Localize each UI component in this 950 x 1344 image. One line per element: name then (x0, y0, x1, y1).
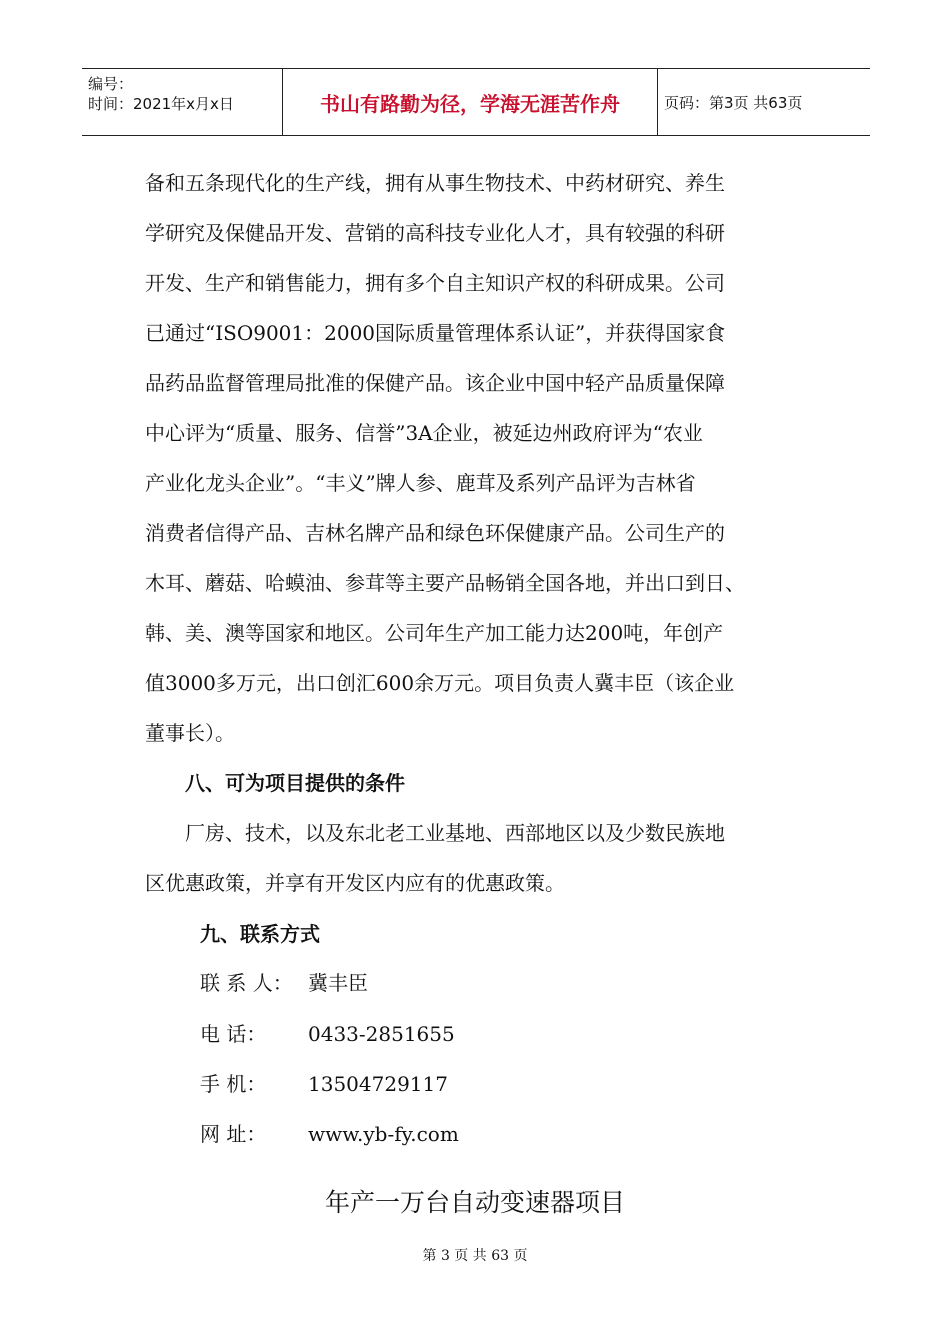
company-intro-paragraph (145, 158, 810, 758)
text-line: 董事长）。 (145, 721, 235, 745)
document-date: 时间：2021年x月x日 (88, 95, 234, 113)
text-line: 产业化龙头企业”。“丰义”牌人参、鹿茸及系列产品评为吉林省 (145, 471, 696, 495)
contact-label: 联 系 人： (200, 971, 293, 995)
section-9-heading: 九、联系方式 (200, 922, 320, 946)
contact-label: 手 机： (200, 1072, 267, 1096)
header-motto: 书山有路勤为径，学海无涯苦作舟 (320, 91, 620, 116)
section-8-heading: 八、可为项目提供的条件 (185, 771, 405, 795)
contact-label: 网 址： (200, 1122, 267, 1146)
contact-value: 13504729117 (308, 1072, 448, 1096)
header-divider (657, 69, 658, 135)
contact-phone-row (200, 1018, 455, 1047)
document-number: 编号： (88, 75, 134, 93)
text-line: 木耳、蘑菇、哈蟆油、参茸等主要产品畅销全国各地，并出口到日、 (145, 571, 745, 595)
text-line: 中心评为“质量、服务、信誉”3A企业，被延边州政府评为“农业 (145, 421, 703, 445)
text-line: 开发、生产和销售能力，拥有多个自主知识产权的科研成果。公司 (145, 271, 725, 295)
text-line: 厂房、技术，以及东北老工业基地、西部地区以及少数民族地 (185, 821, 725, 845)
contact-value: 冀丰臣 (308, 971, 368, 995)
contact-mobile-row (200, 1068, 448, 1097)
contact-value: www.yb-fy.com (308, 1122, 459, 1146)
text-line: 品药品监督管理局批准的保健产品。该企业中国中轻产品质量保障 (145, 371, 725, 395)
text-line: 韩、美、澳等国家和地区。公司年生产加工能力达200吨，年创产 (145, 621, 724, 645)
page-header (82, 68, 870, 136)
text-line: 备和五条现代化的生产线，拥有从事生物技术、中药材研究、养生 (145, 171, 725, 195)
text-line: 消费者信得产品、吉林名牌产品和绿色环保健康产品。公司生产的 (145, 521, 725, 545)
header-meta (82, 69, 282, 135)
section-8-paragraph (145, 808, 810, 908)
header-page-info: 页码：第3页 共63页 (664, 93, 803, 112)
page-footer: 第 3 页 共 63 页 (422, 1248, 528, 1264)
next-project-title: 年产一万台自动变速器项目 (324, 1188, 625, 1217)
text-line: 区优惠政策，并享有开发区内应有的优惠政策。 (145, 871, 565, 895)
contact-value: 0433-2851655 (308, 1022, 455, 1046)
text-line: 已通过“ISO9001：2000国际质量管理体系认证”，并获得国家食 (145, 321, 726, 345)
contact-website-row (200, 1118, 459, 1147)
text-line: 值3000多万元，出口创汇600余万元。项目负责人冀丰臣（该企业 (145, 671, 735, 695)
contact-label: 电 话： (200, 1022, 267, 1046)
text-line: 学研究及保健品开发、营销的高科技专业化人才，具有较强的科研 (145, 221, 725, 245)
contact-person-row (200, 967, 368, 996)
